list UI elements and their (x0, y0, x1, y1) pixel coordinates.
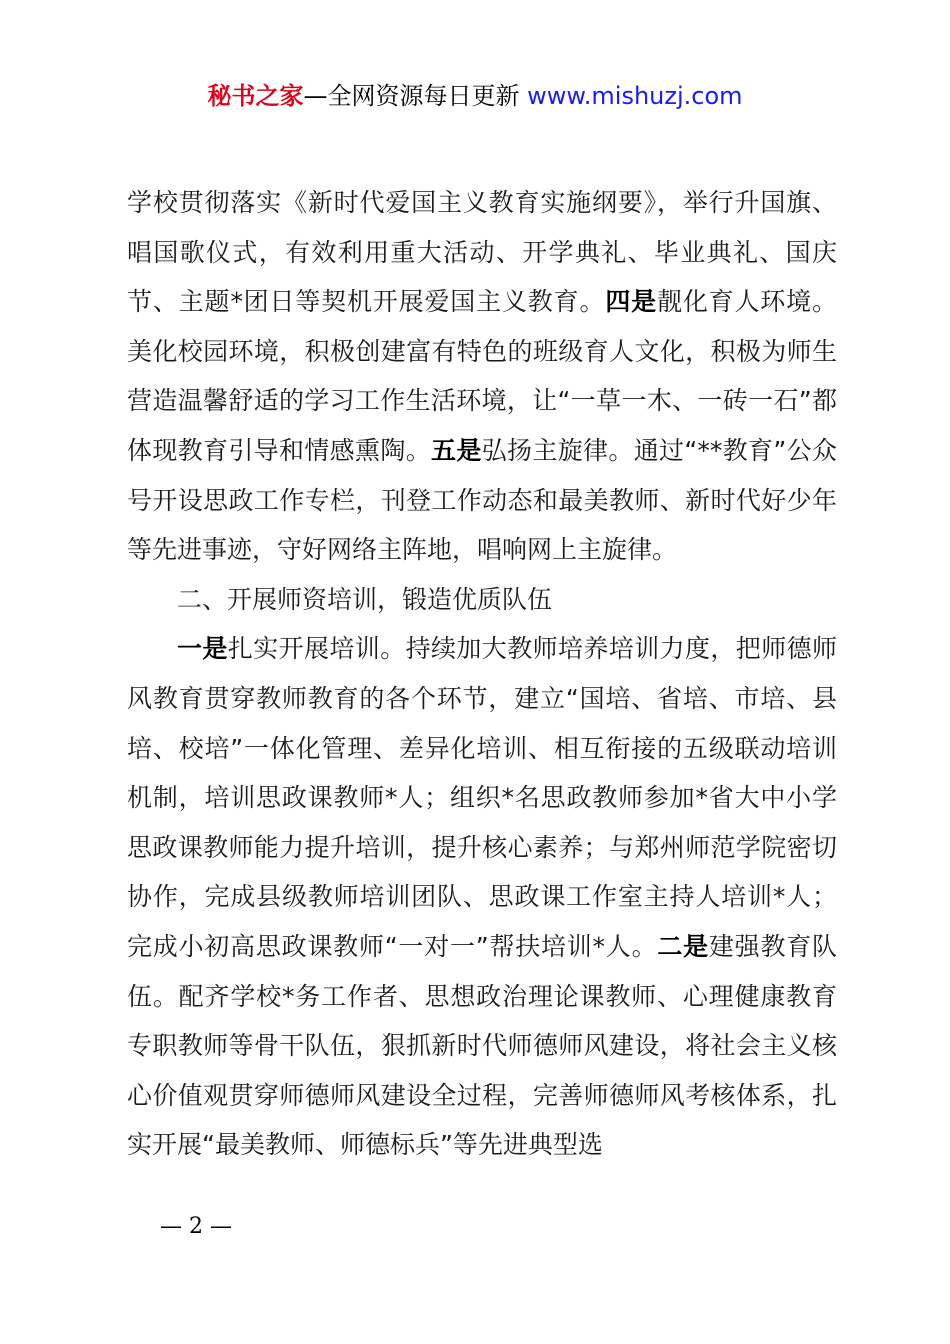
page-number: — 2 — (160, 1214, 232, 1239)
site-url-link[interactable]: www.mishuzj.com (527, 82, 743, 110)
paragraph-2-bold-a: 一是 (177, 634, 228, 664)
section-heading: 二、开展师资培训，锻造优质队伍 (177, 584, 553, 614)
paragraph-1-text-b: 靓化育人环境。美化校园环境，积极创建富有特色的班级育人文化，积极为师生营造温馨舒适的学习工作生活环境，让“一草一木、一砖一石”都体现教育引导和情感熏陶。 (127, 287, 837, 465)
paragraph-1-bold-b: 五是 (431, 435, 482, 465)
header-tagline: —全网资源每日更新 (303, 82, 528, 110)
paragraph-1-bold-a: 四是 (605, 287, 657, 317)
document-body (127, 178, 837, 1170)
paragraph-2-text-b: 建强教育队伍。配齐学校*务工作者、思想政治理论课教师、心理健康教育专职教师等骨干队伍，狠抓新时代师德师风建设，将社会主义核心价值观贯穿师德师风建设全过程，完善师德师风考核体系，扎实开展“最美教师、师德标兵”等先进典型选 (127, 931, 837, 1160)
paragraph-1 (127, 178, 837, 575)
brand-name: 秘书之家 (207, 82, 304, 110)
paragraph-2-bold-b: 二是 (657, 931, 709, 961)
site-header (0, 78, 950, 114)
paragraph-2-text-a: 扎实开展培训。持续加大教师培养培训力度，把师德师风教育贯穿教师教育的各个环节，建立“国培、省培、市培、县培、校培”一体化管理、差异化培训、相互衔接的五级联动培训机制，培训思政课教师*人；组织*名思政教师参加*省大中小学思政课教师能力提升培训，提升核心素养；与郑州师范学院密切协作，完成县级教师培训团队、思政课工作室主持人培训*人；完成小初高思政课教师“一对一”帮扶培训*人。 (127, 634, 837, 961)
paragraph-1-text-a: 学校贯彻落实《新时代爱国主义教育实施纲要》，举行升国旗、唱国歌仪式，有效利用重大活动、开学典礼、毕业典礼、国庆节、主题*团日等契机开展爱国主义教育。 (127, 188, 837, 317)
paragraph-2 (127, 624, 837, 1170)
paragraph-1-text-c: 弘扬主旋律。通过“**教育”公众号开设思政工作专栏，刊登工作动态和最美教师、新时代好少年等先进事迹，守好网络主阵地，唱响网上主旋律。 (127, 435, 837, 565)
